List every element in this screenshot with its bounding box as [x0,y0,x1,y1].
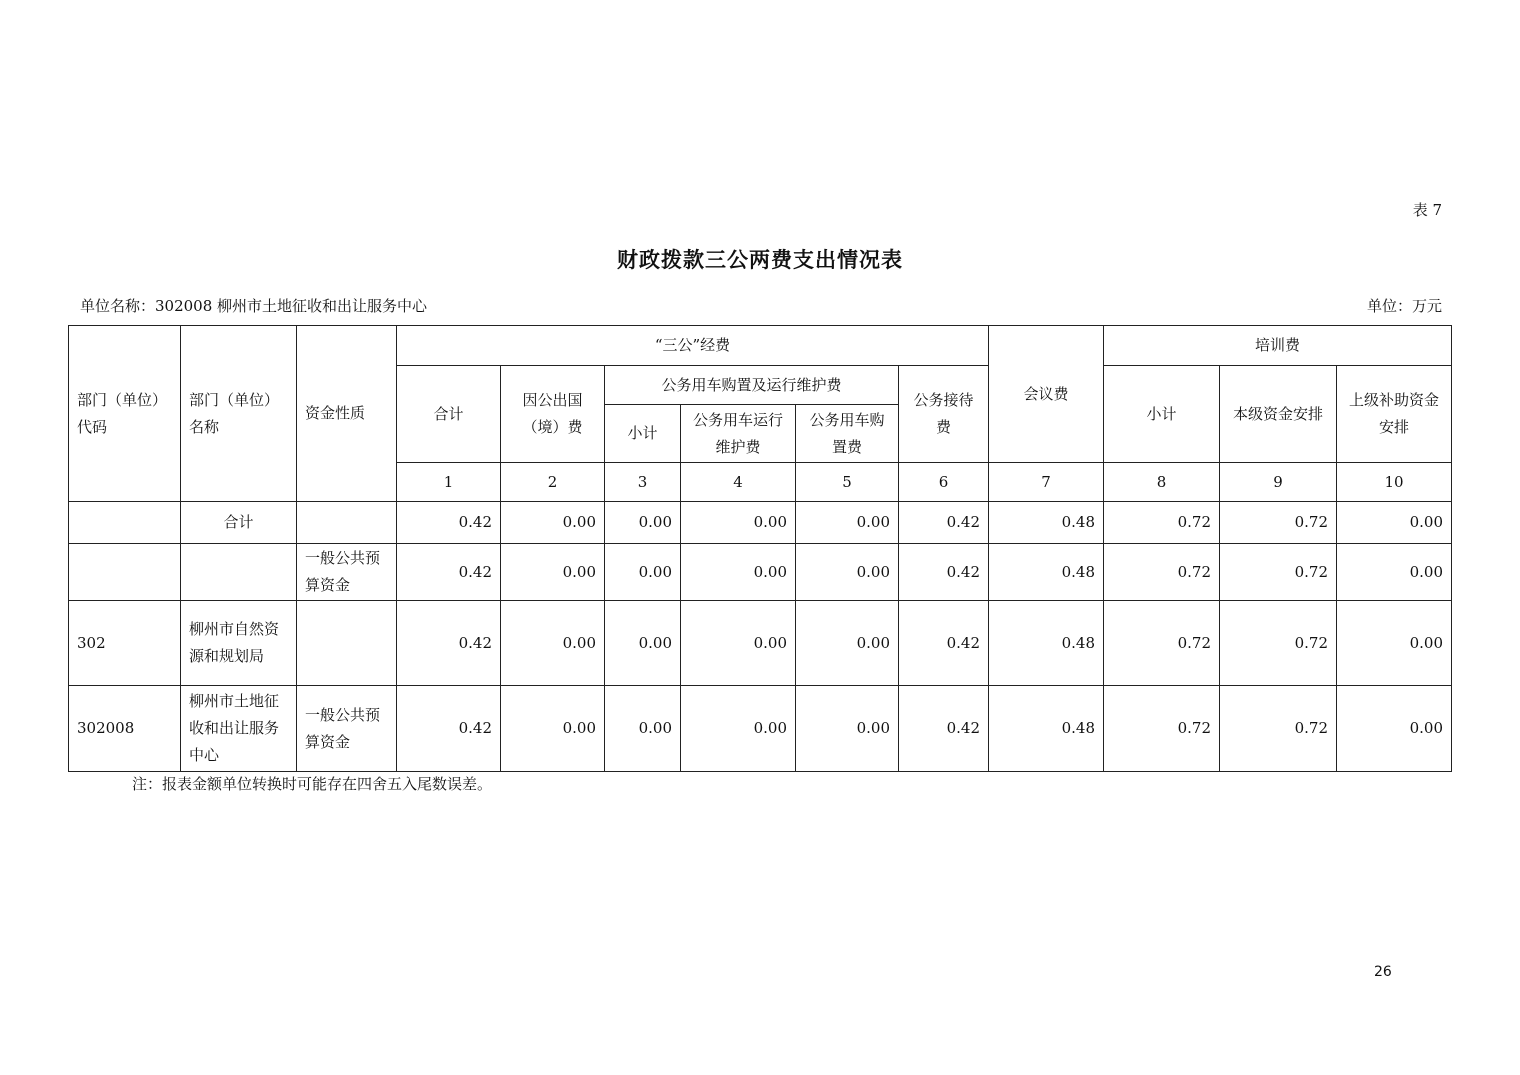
header-training-subtotal: 小计 [1104,366,1220,463]
cell-value: 0.72 [1220,686,1337,772]
cell-value: 0.42 [899,502,989,544]
cell-value: 0.00 [501,601,605,686]
header-vehicle-operation: 公务用车运行维护费 [681,405,796,463]
header-training-local: 本级资金安排 [1220,366,1337,463]
cell-value: 0.48 [989,544,1104,601]
cell-fund: 一般公共预算资金 [297,544,397,601]
cell-value: 0.00 [796,686,899,772]
cell-value: 0.00 [605,544,681,601]
cell-name: 柳州市土地征收和出让服务中心 [181,686,297,772]
cell-value: 0.42 [899,686,989,772]
header-total: 合计 [397,366,501,463]
cell-value: 0.72 [1220,601,1337,686]
cell-code: 302008 [69,686,181,772]
cell-value: 0.00 [1337,544,1452,601]
table-row [69,686,1452,772]
cell-code [69,502,181,544]
cell-fund: 一般公共预算资金 [297,686,397,772]
col-number: 3 [605,463,681,502]
col-number: 9 [1220,463,1337,502]
col-number: 1 [397,463,501,502]
cell-value: 0.00 [681,502,796,544]
cell-value: 0.48 [989,686,1104,772]
cell-value: 0.00 [1337,686,1452,772]
page-number: 26 [1374,964,1392,980]
col-number: 6 [899,463,989,502]
header-vehicle-subtotal: 小计 [605,405,681,463]
cell-value: 0.48 [989,502,1104,544]
cell-value: 0.00 [501,544,605,601]
cell-value: 0.42 [397,544,501,601]
cell-value: 0.00 [605,502,681,544]
header-reception: 公务接待费 [899,366,989,463]
cell-value: 0.42 [899,601,989,686]
cell-value: 0.72 [1104,502,1220,544]
cell-code [69,544,181,601]
cell-name: 柳州市自然资源和规划局 [181,601,297,686]
cell-value: 0.48 [989,601,1104,686]
cell-value: 0.72 [1104,686,1220,772]
header-row-1 [69,326,1452,366]
cell-fund [297,601,397,686]
cell-value: 0.72 [1104,544,1220,601]
cell-value: 0.00 [605,601,681,686]
cell-value: 0.00 [605,686,681,772]
header-fund-type: 资金性质 [297,326,397,502]
table-row [69,502,1452,544]
col-number: 2 [501,463,605,502]
cell-value: 0.00 [681,601,796,686]
col-number: 5 [796,463,899,502]
header-vehicle: 公务用车购置及运行维护费 [605,366,899,405]
cell-value: 0.00 [796,544,899,601]
cell-value: 0.72 [1220,544,1337,601]
cell-value: 0.00 [501,686,605,772]
cell-value: 0.00 [501,502,605,544]
cell-value: 0.00 [1337,502,1452,544]
header-sangong: “三公”经费 [397,326,989,366]
cell-value: 0.00 [1337,601,1452,686]
table-row [69,601,1452,686]
col-number: 8 [1104,463,1220,502]
cell-value: 0.72 [1220,502,1337,544]
cell-code: 302 [69,601,181,686]
cell-value: 0.00 [681,544,796,601]
header-dept-code: 部门（单位）代码 [69,326,181,502]
table-number: 表 7 [1412,201,1442,219]
cell-name [181,544,297,601]
col-number: 10 [1337,463,1452,502]
header-training: 培训费 [1104,326,1452,366]
cell-value: 0.42 [899,544,989,601]
cell-value: 0.00 [796,601,899,686]
cell-value: 0.42 [397,601,501,686]
header-overseas: 因公出国（境）费 [501,366,605,463]
header-vehicle-purchase: 公务用车购置费 [796,405,899,463]
cell-name: 合计 [181,502,297,544]
header-dept-name: 部门（单位）名称 [181,326,297,502]
col-number: 7 [989,463,1104,502]
expenditure-table [68,325,1452,772]
header-training-superior: 上级补助资金安排 [1337,366,1452,463]
cell-fund [297,502,397,544]
cell-value: 0.42 [397,686,501,772]
table-row [69,544,1452,601]
cell-value: 0.72 [1104,601,1220,686]
cell-value: 0.42 [397,502,501,544]
cell-value: 0.00 [796,502,899,544]
footnote: 注：报表金额单位转换时可能存在四舍五入尾数误差。 [132,775,493,793]
page-title: 财政拨款三公两费支出情况表 [617,247,903,272]
col-number: 4 [681,463,796,502]
header-meeting: 会议费 [989,326,1104,463]
cell-value: 0.00 [681,686,796,772]
unit-label: 单位：万元 [1366,297,1442,315]
unit-name: 单位名称：302008 柳州市土地征收和出让服务中心 [80,297,428,315]
